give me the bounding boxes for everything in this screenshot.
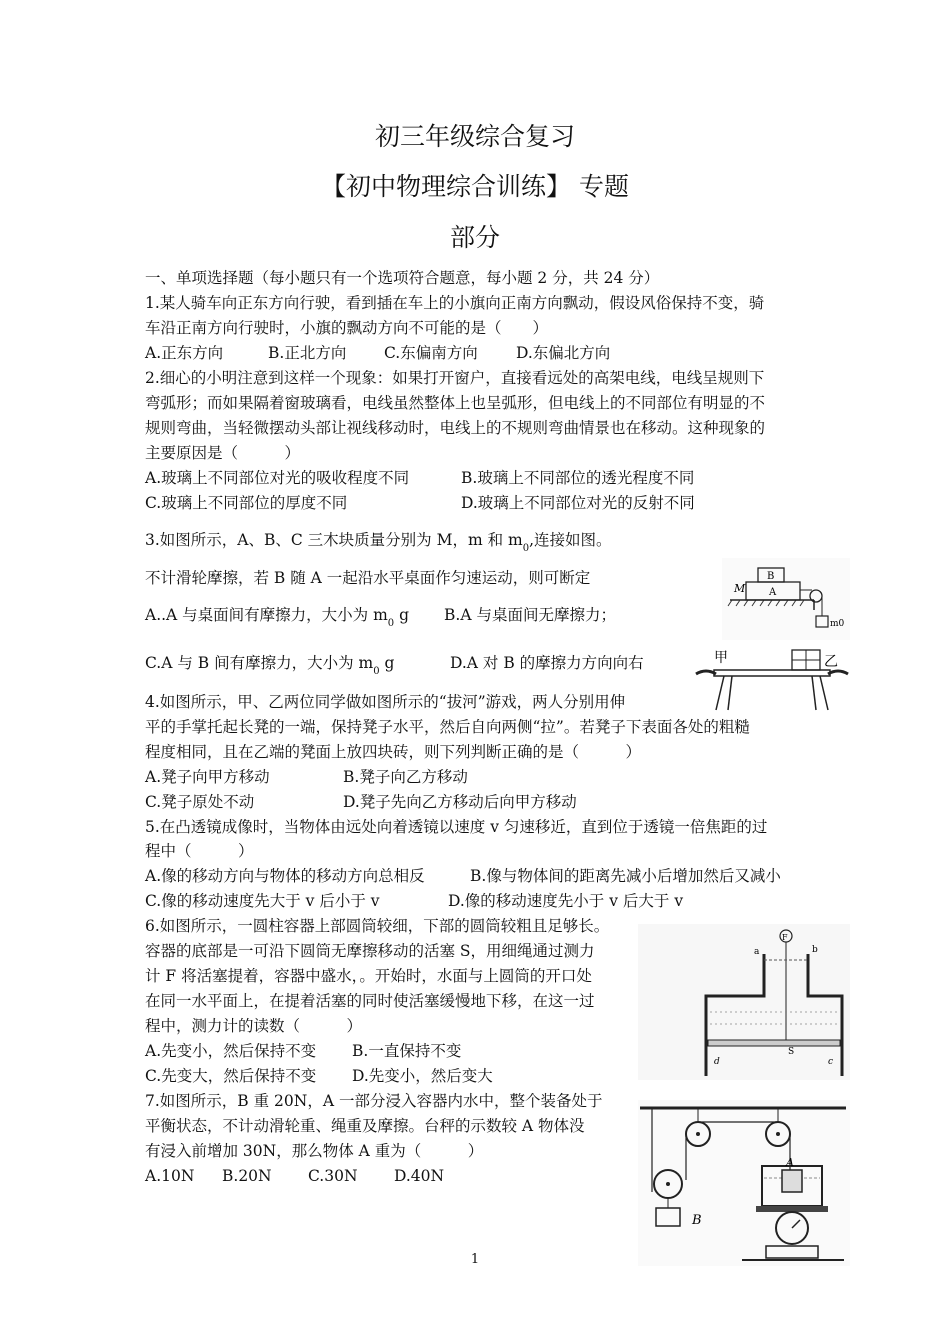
question-1-option-d: D.东偏北方向 xyxy=(516,344,611,362)
question-6-line-1: 6.如图所示，一圆柱容器上部圆筒较细，下部的圆筒较粗且足够长。 xyxy=(145,917,610,935)
svg-text:B: B xyxy=(767,571,775,582)
question-5-line-1: 5.在凸透镜成像时，当物体由远处向着透镜以速度 v 匀速移近，直到位于透镜一倍焦距的过 xyxy=(145,818,768,836)
pulley-scale-figure xyxy=(638,1100,850,1266)
question-7-option-c: C.30N xyxy=(308,1167,358,1185)
question-2-option-b: B.玻璃上不同部位的透光程度不同 xyxy=(461,469,695,487)
question-3-option-c: C.A 与 B 间有摩擦力，大小为 $m_0$ g xyxy=(145,654,395,677)
svg-text:F: F xyxy=(782,933,788,942)
svg-text:a: a xyxy=(754,947,760,957)
svg-text:乙: 乙 xyxy=(824,654,838,670)
svg-text:c: c xyxy=(828,1057,834,1067)
question-3-line-1: 3.如图所示，A、B、C 三木块质量分别为 M，m 和 $m_0$,连接如图。 xyxy=(145,531,612,554)
question-3-option-d: D.A 对 B 的摩擦力方向向右 xyxy=(450,654,644,672)
question-6-line-2: 容器的底部是一可沿下圆筒无摩擦移动的活塞 S，用细绳通过测力 xyxy=(145,942,595,960)
question-1-option-b: B.正北方向 xyxy=(268,344,347,362)
question-2-line-1: 2.细心的小明注意到这样一个现象：如果打开窗户，直接看远处的高架电线，电线呈规则下 xyxy=(145,369,765,387)
question-1-option-a: A.正东方向 xyxy=(145,344,224,362)
question-6-line-5: 程中，测力计的读数（ ） xyxy=(145,1017,363,1035)
question-7-line-1: 7.如图所示，B 重 20N，A 一部分浸入容器内水中，整个装备处于 xyxy=(145,1092,603,1110)
page-title: 初三年级综合复习 xyxy=(374,122,575,151)
question-2-line-4: 主要原因是（ ） xyxy=(145,444,301,462)
object-a xyxy=(782,1170,802,1192)
question-5-option-d: D.像的移动速度先小于 v 后大于 v xyxy=(448,892,684,910)
page-subtitle: 【初中物理综合训练】 专题 xyxy=(321,172,629,201)
question-6-option-b: B.一直保持不变 xyxy=(352,1042,462,1060)
cylinder-container-figure xyxy=(638,924,850,1080)
question-4-option-d: D.凳子先向乙方移动后向甲方移动 xyxy=(343,793,577,811)
svg-text:A: A xyxy=(786,1156,794,1169)
bench xyxy=(714,670,830,676)
svg-text:甲: 甲 xyxy=(714,650,728,666)
question-7-option-d: D.40N xyxy=(394,1167,445,1185)
question-6-line-4: 在同一水平面上，在提着活塞的同时使活塞缓慢地下移，在这一过 xyxy=(145,992,595,1010)
svg-text:A: A xyxy=(769,587,777,598)
question-2-line-3: 规则弯曲，当轻微摆动头部让视线移动时，电线上的不规则弯曲情景也在移动。这种现象的 xyxy=(145,419,766,437)
svg-text:m0: m0 xyxy=(830,619,845,629)
question-3-option-a: A..A 与桌面间有摩擦力，大小为 $m_0$ g xyxy=(145,606,410,629)
question-1-option-c: C.东偏南方向 xyxy=(384,344,478,362)
question-2-option-d: D.玻璃上不同部位对光的反射不同 xyxy=(461,494,695,512)
question-4-option-b: B.凳子向乙方移动 xyxy=(343,768,468,786)
question-6-option-a: A.先变小，然后保持不变 xyxy=(145,1042,317,1060)
piston xyxy=(708,1040,840,1046)
svg-text:d: d xyxy=(714,1057,720,1067)
svg-text:b: b xyxy=(812,945,818,955)
question-4-line-2: 平的手掌托起长凳的一端，保持凳子水平，然后自向两侧“拉”。若凳子下表面各处的粗糙 xyxy=(145,718,750,736)
pulley-blocks-figure xyxy=(722,558,850,640)
question-5-option-a: A.像的移动方向与物体的移动方向总相反 xyxy=(145,867,425,885)
question-7-line-2: 平衡状态，不计动滑轮重、绳重及摩擦。台秤的示数较 A 物体没 xyxy=(145,1117,585,1135)
question-4-line-3: 程度相同，且在乙端的凳面上放四块砖，则下列判断正确的是（ ） xyxy=(145,743,642,761)
svg-text:B: B xyxy=(692,1213,702,1228)
question-7-option-b: B.20N xyxy=(222,1167,272,1185)
page-number: 1 xyxy=(470,1252,480,1267)
question-6-option-c: C.先变大，然后保持不变 xyxy=(145,1067,317,1085)
question-7-line-3: 有浸入前增加 30N，那么物体 A 重为（ ） xyxy=(145,1142,484,1160)
question-4-line-1: 4.如图所示，甲、乙两位同学做如图所示的“拔河”游戏，两人分别用伸 xyxy=(145,693,626,711)
question-3-line-2: 不计滑轮摩擦，若 B 随 A 一起沿水平桌面作匀速运动，则可断定 xyxy=(145,569,591,587)
question-2-line-2: 弯弧形；而如果隔着窗玻璃看，电线虽然整体上也呈弧形，但电线上的不同部位有明显的不 xyxy=(145,394,766,412)
question-7-option-a: A.10N xyxy=(145,1167,195,1185)
question-5-line-2: 程中（ ） xyxy=(145,842,254,860)
svg-text:S: S xyxy=(788,1047,795,1057)
question-2-option-c: C.玻璃上不同部位的厚度不同 xyxy=(145,494,348,512)
question-5-option-b: B.像与物体间的距离先减小后增加然后又减小 xyxy=(470,867,781,885)
section-heading: 一、单项选择题（每小题只有一个选项符合题意，每小题 2 分，共 24 分） xyxy=(145,269,660,287)
question-4-option-c: C.凳子原处不动 xyxy=(145,793,255,811)
question-1-line-1: 1.某人骑车向正东方向行驶，看到插在车上的小旗向正南方向飘动，假设风俗保持不变，骑 xyxy=(145,294,765,312)
question-6-line-3: 计 F 将活塞提着，容器中盛水，。开始时，水面与上圆筒的开口处 xyxy=(145,967,592,985)
page-subtitle-part: 部分 xyxy=(449,223,500,252)
svg-text:M: M xyxy=(734,582,746,595)
bench-tug-figure xyxy=(692,642,850,712)
question-4-option-a: A.凳子向甲方移动 xyxy=(145,768,270,786)
question-5-option-c: C.像的移动速度先大于 v 后小于 v xyxy=(145,892,380,910)
question-3-option-b: B.A 与桌面间无摩擦力； xyxy=(444,606,616,624)
question-1-line-2: 车沿正南方向行驶时，小旗的飘动方向不可能的是（ ） xyxy=(145,319,549,337)
question-2-option-a: A.玻璃上不同部位对光的吸收程度不同 xyxy=(145,469,410,487)
question-6-option-d: D.先变小，然后变大 xyxy=(352,1067,493,1085)
